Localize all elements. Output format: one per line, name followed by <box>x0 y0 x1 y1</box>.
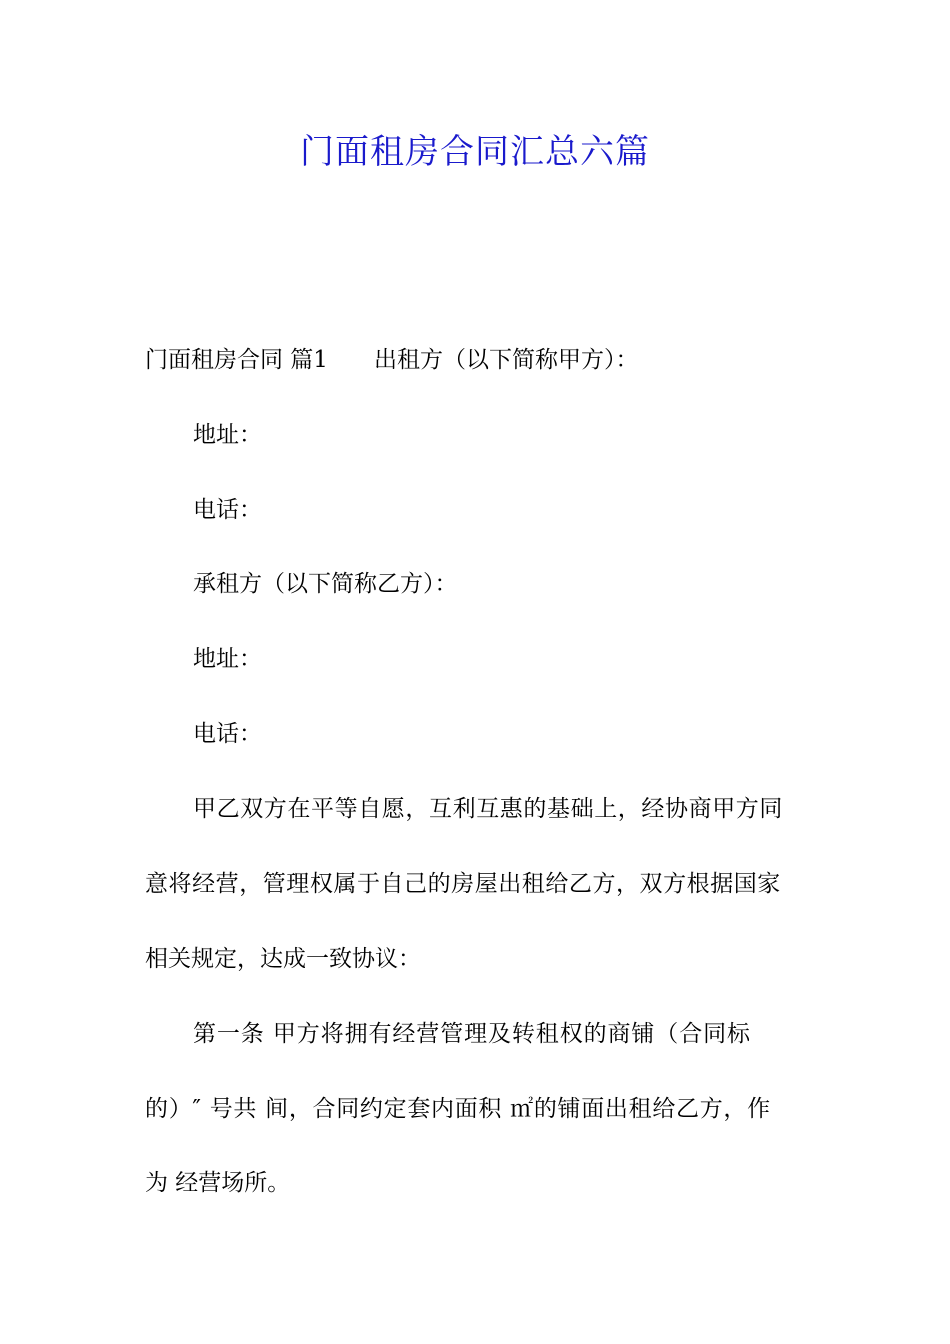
contract-section-label: 门面租房合同 篇1 <box>145 347 328 373</box>
article-one-line-3: 为 经营场所。 <box>145 1170 291 1196</box>
article-one-line-1: 第一条 甲方将拥有经营管理及转租权的商铺（合同标 <box>193 1021 751 1047</box>
paragraph-agreement-line-3: 相关规定，达成一致协议： <box>145 946 421 972</box>
contract-heading <box>145 344 638 376</box>
lessor-address-line: 地址： <box>193 422 262 448</box>
lessee-phone-line: 电话： <box>193 721 262 747</box>
paragraph-agreement-line-2: 意将经营，管理权属于自己的房屋出租给乙方，双方根据国家 <box>145 871 781 897</box>
lessor-phone-line: 电话： <box>193 497 262 523</box>
lessee-address-line: 地址： <box>193 646 262 672</box>
lessee-line: 承租方（以下简称乙方）： <box>193 571 458 597</box>
article-one-line-2: 的）″ 号共 间，合同约定套内面积 ㎡的铺面出租给乙方，作 <box>145 1096 771 1122</box>
lessor-label: 出租方（以下简称甲方）： <box>373 347 639 373</box>
document-title: 门面租房合同汇总六篇 <box>300 132 650 172</box>
paragraph-agreement-line-1: 甲乙双方在平等自愿，互利互惠的基础上，经协商甲方同 <box>193 796 783 822</box>
